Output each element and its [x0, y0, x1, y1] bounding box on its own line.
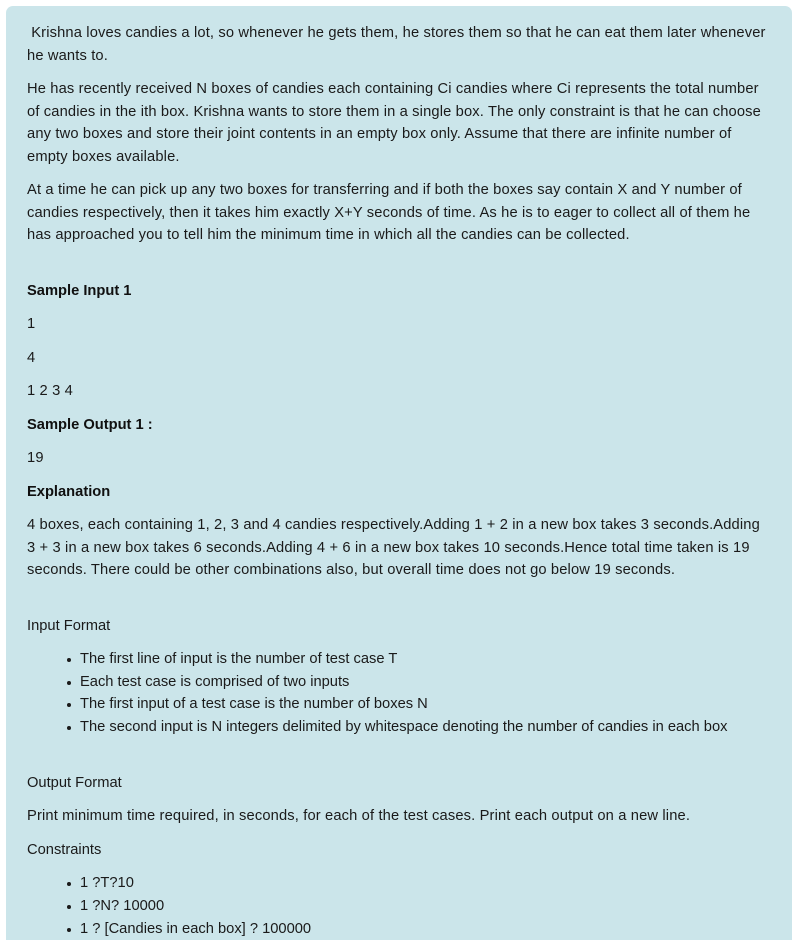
explanation-heading: Explanation: [27, 483, 111, 500]
output-format-body: Print minimum time required, in seconds, for each of the test cases. Print each output on a new line.: [27, 808, 691, 825]
problem-statement-panel: [6, 6, 792, 940]
spacer-before-output-format: [27, 750, 772, 772]
input-format-list: [27, 648, 772, 739]
list-item: 1 ?N? 10000: [67, 895, 772, 918]
rules-paragraph: At a time he can pick up any two boxes for transferring and if both the boxes say contain X and Y number of candies respectively, then it takes him exactly X+Y seconds of time. As he is to eager to collect all of them he has approached you to tell him the minimum time in which all the candies can be collected.: [27, 182, 751, 243]
sample-input-heading: Sample Input 1: [27, 282, 132, 299]
spacer-before-sample-input: [27, 258, 772, 280]
output-format-heading: Output Format: [27, 774, 122, 791]
sample-input-line-3: 1 2 3 4: [27, 383, 73, 399]
intro-paragraph: Krishna loves candies a lot, so whenever he gets them, he stores them so that he can eat them later whenever he wants to.: [27, 25, 770, 64]
constraints-list: [27, 872, 772, 940]
sample-output-heading: Sample Output 1 :: [27, 416, 153, 433]
list-item: The first line of input is the number of test case T: [67, 648, 772, 671]
list-item: Each test case is comprised of two inputs: [67, 671, 772, 694]
list-item: 1 ? [Candies in each box] ? 100000: [67, 918, 772, 940]
sample-input-line-1: 1: [27, 316, 36, 332]
list-item: 1 ?T?10: [67, 872, 772, 895]
list-item: The second input is N integers delimited by whitespace denoting the number of candies in each box: [67, 716, 772, 739]
list-item: The first input of a test case is the number of boxes N: [67, 693, 772, 716]
constraints-heading: Constraints: [27, 841, 102, 858]
description-paragraph: He has recently received N boxes of candies each containing Ci candies where Ci represents the total number of candies in the ith box. Krishna wants to store them in a single box. The only constraint is that he can choose any two boxes and store their joint contents in an empty box only. Assume that there are infinite number of empty boxes available.: [27, 81, 761, 165]
explanation-body: 4 boxes, each containing 1, 2, 3 and 4 candies respectively.Adding 1 + 2 in a new box takes 3 seconds.Adding 3 + 3 in a new box takes 6 seconds.Adding 4 + 6 in a new box takes 10 seconds.Hence total time taken is 19 seconds. There could be other combinations also, but overall time does not go below 19 seconds.: [27, 517, 760, 578]
sample-output-line-1: 19: [27, 450, 44, 466]
spacer-before-input-format: [27, 593, 772, 615]
sample-input-line-2: 4: [27, 349, 36, 366]
input-format-heading: Input Format: [27, 617, 111, 634]
